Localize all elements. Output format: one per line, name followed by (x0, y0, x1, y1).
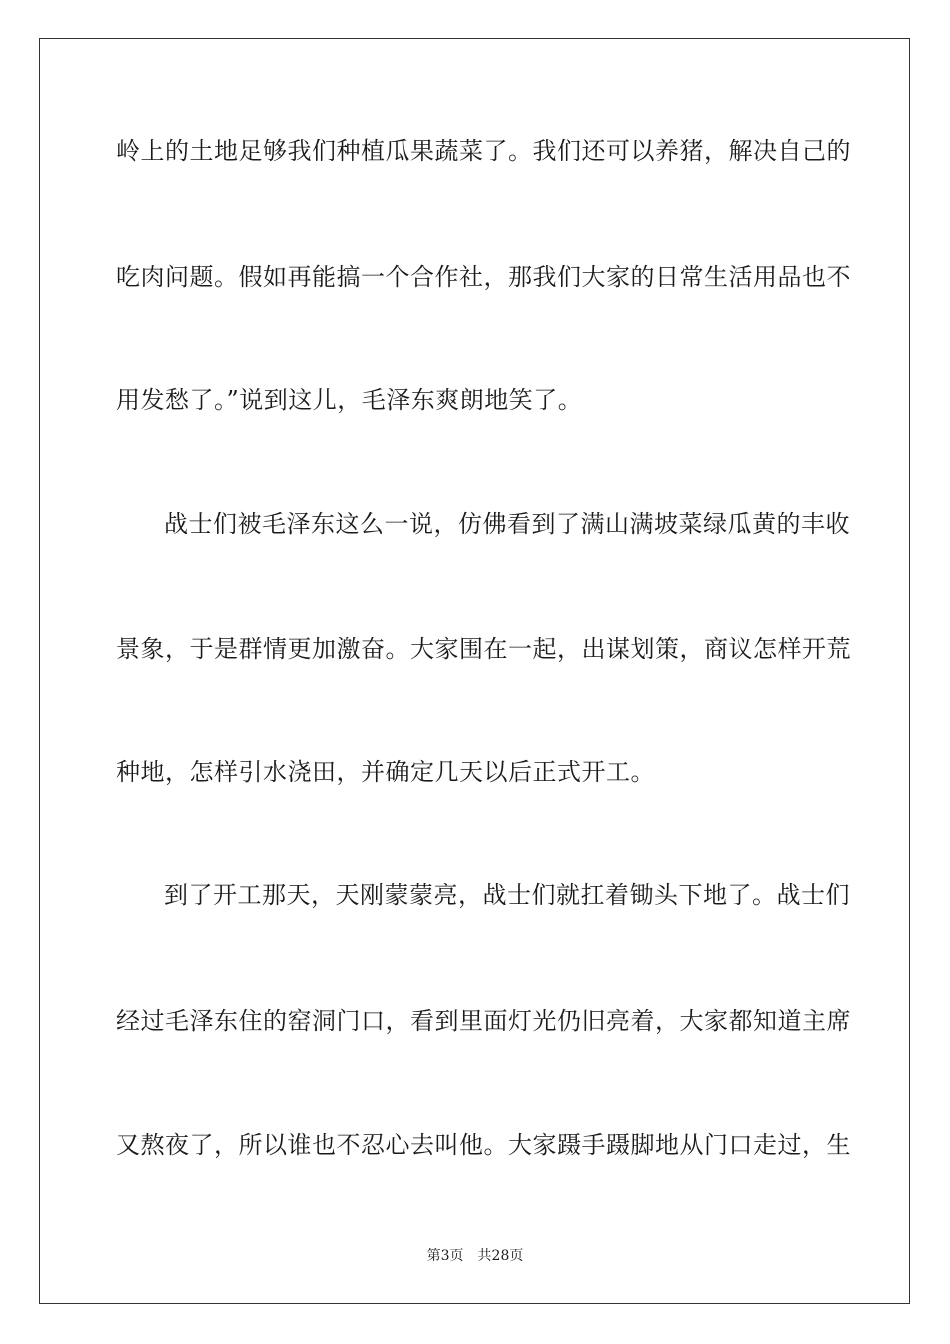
paragraph-line-1: 岭上的土地足够我们种植瓜果蔬菜了。我们还可以养猪，解决自己的 (116, 137, 851, 165)
paragraph-line-9: 又熬夜了，所以谁也不忍心去叫他。大家蹑手蹑脚地从门口走过，生 (116, 1131, 851, 1159)
paragraph-line-5: 景象，于是群情更加激奋。大家围在一起，出谋划策，商议怎样开荒 (116, 635, 851, 663)
paragraph-line-3: 用发愁了。”说到这儿，毛泽东爽朗地笑了。 (116, 386, 583, 414)
paragraph-line-8: 经过毛泽东住的窑洞门口，看到里面灯光仍旧亮着，大家都知道主席 (116, 1007, 851, 1035)
page-number: 第3页 (426, 1248, 464, 1264)
page-footer (0, 1247, 950, 1265)
paragraph-line-7: 到了开工那天，天刚蒙蒙亮，战士们就扛着锄头下地了。战士们 (164, 881, 850, 909)
paragraph-line-4: 战士们被毛泽东这么一说，仿佛看到了满山满坡菜绿瓜黄的丰收 (164, 510, 850, 538)
page-border (39, 38, 910, 1304)
paragraph-line-2: 吃肉问题。假如再能搞一个合作社，那我们大家的日常生活用品也不 (116, 263, 851, 291)
total-pages: 共28页 (477, 1248, 524, 1264)
paragraph-line-6: 种地，怎样引水浇田，并确定几天以后正式开工。 (116, 758, 655, 786)
